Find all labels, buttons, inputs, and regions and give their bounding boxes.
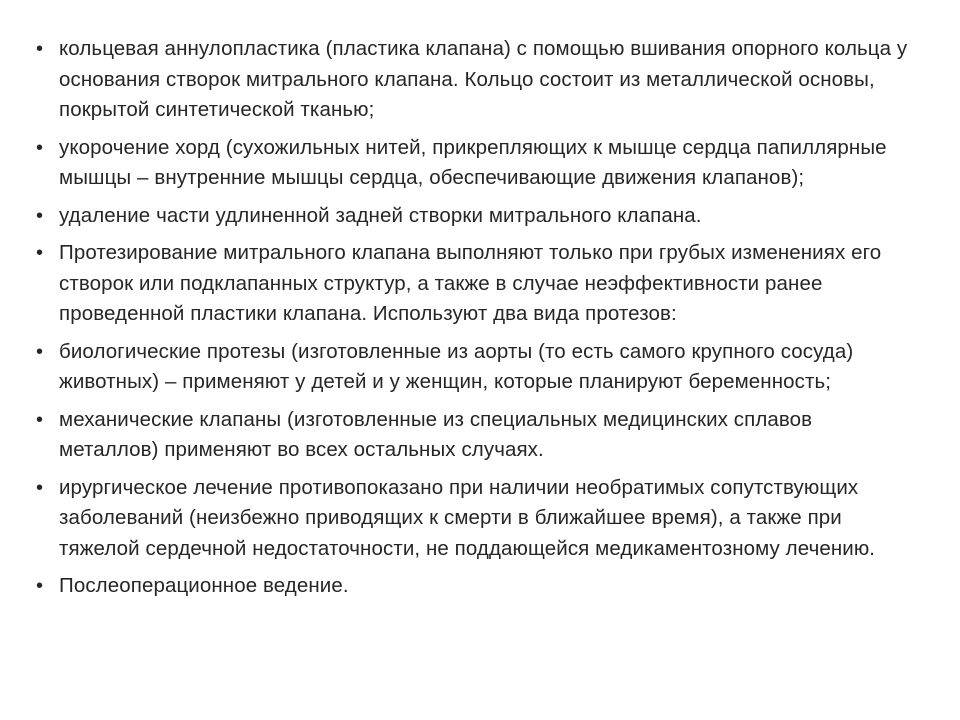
bullet-item-leaflet-removal: [36, 201, 916, 232]
bullet-icon: •: [36, 408, 44, 431]
bullet-icon: •: [36, 575, 44, 597]
bullet-text: механические клапаны (изготовленные из специальных медицинских сплавов металлов) применяют во всех остальных случаях.: [59, 407, 813, 461]
bullet-icon: •: [36, 204, 44, 227]
bullet-item-chord-shortening: [36, 133, 916, 194]
bullet-text: Протезирование митрального клапана выполняют только при грубых изменениях его створок или подклапанных структур, а также в случае неэффективности ранее проведенной пластики клапана. Используют два вида протезов:: [59, 241, 882, 325]
bullet-icon: •: [36, 242, 44, 264]
bullet-item-mechanical-valves: [36, 405, 916, 466]
bullet-item-postoperative: [36, 571, 916, 602]
bullet-item-contraindications: [36, 473, 916, 565]
bullet-item-prosthetics: [36, 238, 916, 330]
bullet-icon: •: [36, 476, 44, 499]
bullet-icon: •: [36, 136, 44, 159]
bullet-icon: •: [36, 340, 44, 363]
bullet-text: удаление части удлиненной задней створки митрального клапана.: [59, 203, 702, 227]
bullet-item-annuloplasty: [36, 34, 916, 126]
bullet-text: укорочение хорд (сухожильных нитей, прикрепляющих к мышце сердца папиллярные мышцы – внутренние мышцы сердца, обеспечивающие движения клапанов);: [59, 135, 887, 189]
bullet-text: ирургическое лечение противопоказано при наличии необратимых сопутствующих заболеваний (неизбежно приводящих к смерти в ближайшее время), а также при тяжелой сердечной недостаточности, не поддающейся медикаментозному лечению.: [59, 475, 876, 560]
bullet-item-biological-prostheses: [36, 337, 916, 398]
bullet-text: кольцевая аннулопластика (пластика клапана) с помощью вшивания опорного кольца у основания створок митрального клапана. Кольцо состоит из металлической основы, покрытой синтетической тканью;: [59, 37, 908, 121]
bullet-icon: •: [36, 38, 44, 60]
bullet-text: Послеоперационное ведение.: [59, 574, 349, 597]
bullet-text: биологические протезы (изготовленные из аорты (то есть самого крупного сосуда) животных) – применяют у детей и у женщин, которые планируют беременность;: [59, 339, 854, 393]
bullet-list: [36, 34, 916, 609]
